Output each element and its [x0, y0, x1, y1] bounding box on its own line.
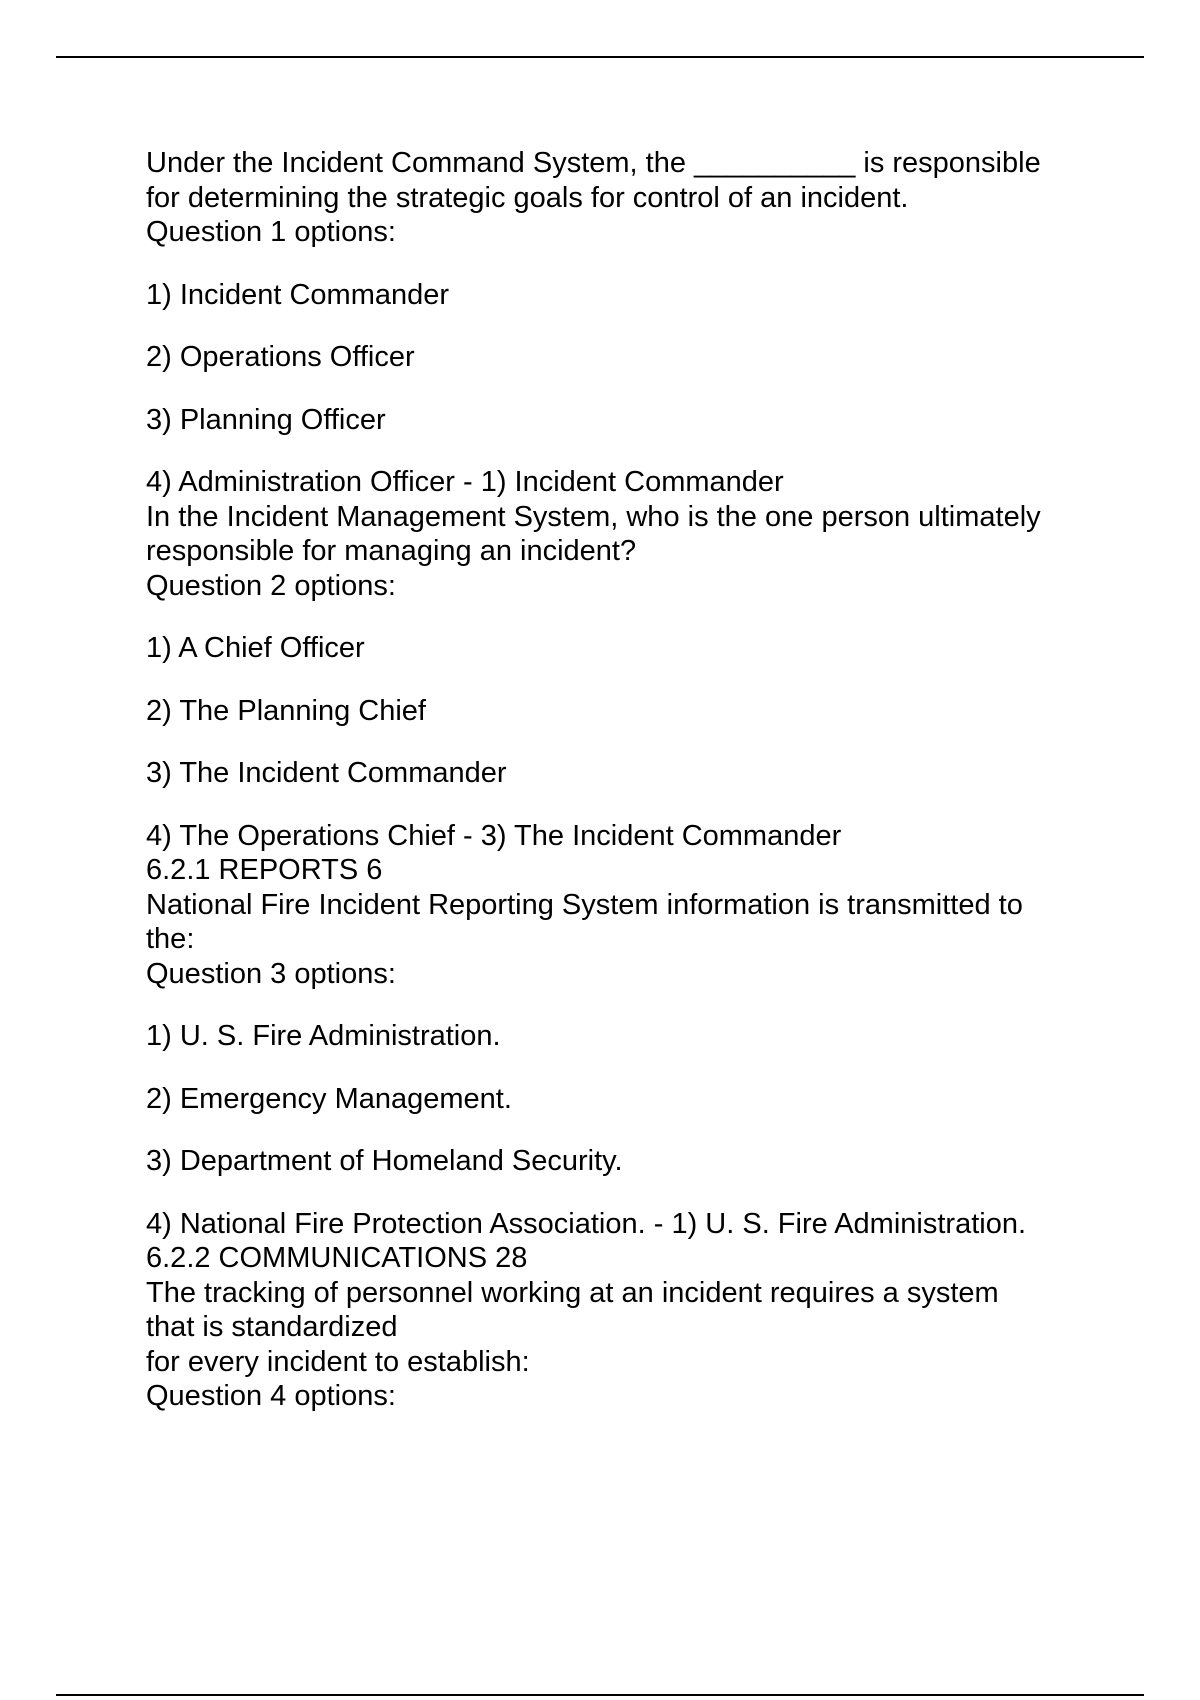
question-3-option-2: 2) Emergency Management. — [146, 1082, 512, 1115]
question-3-option-4-answer: 4) National Fire Protection Association. - 1) U. S. Fire Administration. — [146, 1207, 1027, 1240]
question-3-option-3: 3) Department of Homeland Security. — [146, 1145, 623, 1177]
question-1-text-cont: for determining the strategic goals for control of an incident. — [146, 181, 909, 214]
question-2-text: In the Incident Management System, who is the one person ultimately — [146, 500, 1041, 533]
question-2-option-2: 2) The Planning Chief — [146, 694, 426, 727]
question-2-option-3: 3) The Incident Commander — [146, 757, 507, 789]
question-3-option-1: 1) U. S. Fire Administration. — [146, 1020, 501, 1052]
header-rule — [56, 56, 1144, 58]
footer-rule — [56, 1694, 1144, 1696]
question-2-text-cont: responsible for managing an incident? — [146, 535, 637, 567]
question-3-text-cont: the: — [146, 923, 195, 955]
question-1-text: Under the Incident Command System, the __________ is responsible — [146, 147, 1041, 179]
question-1-option-4-answer: 4) Administration Officer - 1) Incident Commander — [146, 466, 784, 498]
question-4-text-cont-2: for every incident to establish: — [146, 1345, 530, 1378]
question-4-text: The tracking of personnel working at an incident requires a system — [146, 1276, 999, 1309]
question-3-options-label: Question 3 options: — [146, 957, 396, 990]
question-3-text: National Fire Incident Reporting System information is transmitted to — [146, 888, 1023, 921]
question-1-option-3: 3) Planning Officer — [146, 403, 386, 436]
section-heading-reports: 6.2.1 REPORTS 6 — [146, 854, 383, 886]
question-2-options-label: Question 2 options: — [146, 569, 396, 602]
document-body — [146, 146, 1086, 1414]
question-4-options-label: Question 4 options: — [146, 1380, 396, 1412]
question-2-option-4-answer: 4) The Operations Chief - 3) The Incident Commander — [146, 819, 842, 852]
question-2-option-1: 1) A Chief Officer — [146, 632, 365, 664]
question-1-option-1: 1) Incident Commander — [146, 278, 450, 311]
question-1-options-label: Question 1 options: — [146, 216, 396, 248]
question-1-option-2: 2) Operations Officer — [146, 341, 415, 373]
question-4-text-cont: that is standardized — [146, 1311, 398, 1343]
section-heading-communications: 6.2.2 COMMUNICATIONS 28 — [146, 1242, 528, 1274]
